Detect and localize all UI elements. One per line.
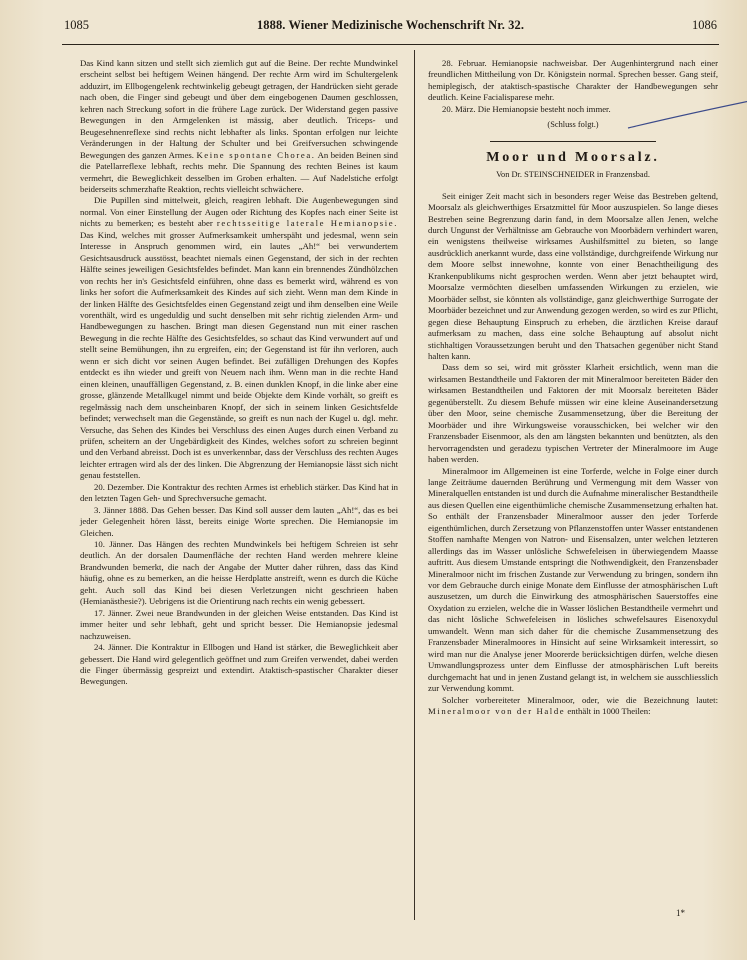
article-separator bbox=[490, 141, 656, 142]
case-entry: 20. Dezember. Die Kontraktur des rechten Armes ist erheblich stärker. Das Kind hat in den letzten Tagen Geh- und Sprechversuche gemacht. bbox=[80, 481, 398, 504]
article-paragraph: Mineralmoor im Allgemeinen ist eine Torferde, welche in Folge einer durch lange Zeiträume dauernden Berührung und Vermengung mit dem Wasser von Mineralquellen entstanden ist und durch die Aufnahme mineralischer Bestandtheile aus diesen Quellen eine eigenthümliche chemische Zusammensetzung erhalten hat. So enthält der Franzensbader Mineralmoor ausser den jeder Torferde eigenthümlichen, durch Zersetzung von Pflanzenstoffen unter Wasser entstandenen Stoffen namhafte Mengen von Natron- und Eisensalzen, unter welchen letzteren allerdings das im Wasser unlösliche Schwefeleisen in überwiegendem Maasse auftritt. Aus diesem Umstande entspringt die Nothwendigkeit, den Franzensbader Mineralmoor nicht im frischen Zustande zur Verwendung zu bringen, sondern ihn vor dem Gebrauche durch einige Monate dem Einflusse der atmosphärischen Luft auszusetzen, um durch die Einwirkung des atmosphärischen Sauerstoffes eine Oxydation zu erzielen, welche die in Wasser löslichen Bestandtheile vermehrt und das nicht lösliche Schwefeleisen in lösliches schwefelsaures Eisenoxydul umwandelt. Wenn man sich daher für die chemische Zusammensetzung des Franzensbader Mineralmoores in Hinsicht auf seine Wirksamkeit interessirt, so wird man nur die Analyse jener Moorerde berücksichtigen dürfen, welche diesen Umwandlungsprozess unter dem Einflusse der atmosphärischen Luft bereits durchgemacht hat und in jenen Zustand gelangt ist, in welchem sie ausschliesslich zur Verwendung kommt. bbox=[428, 465, 718, 694]
article-paragraph: Dass dem so sei, wird mit grösster Klarheit ersichtlich, wenn man die wirksamen Bestandtheile und Faktoren der mit Mineralmoor bereiteten Bäder den wirksamen Bestandtheilen und Faktoren der mit Moorsalz bereiteten Bäder gegenüberstellt. Zu diesem Behufe müssen wir eine kleine Auseinandersetzung über den Moor, seine chemische Zusammensetzung, über die Bereitung der Moorbäder und ihre Wirkungsweise vorausschicken, bei welcher wir den Franzensbader Eisenmoor, als den am längsten bekannten und benützten, als den hervorragendsten und geradezu typischen Vertreter der Mineralmoore im Auge haben werden. bbox=[428, 362, 718, 465]
article-title: Moor und Moorsalz. bbox=[486, 149, 660, 165]
article-text: enthält in 1000 Theilen: bbox=[567, 706, 651, 717]
page-number-left: 1085 bbox=[64, 18, 89, 32]
left-column bbox=[80, 58, 398, 688]
spaced-emphasis: rechtsseitige laterale Hemianopsie. bbox=[216, 218, 398, 229]
article-paragraph bbox=[428, 695, 718, 718]
ink-stroke-mark bbox=[626, 96, 747, 130]
case-text: Das Kind, welches mit grosser Aufmerksamkeit umherspäht und jedesmal, wenn sein Interesse in Anspruch genommen wird, ein lautes „Ah!“ bei verwundertem Gesichtsausdruck ausstösst, beachtet niemals einen Gegenstand, der sich in der rechten Hälfte seines jeweiligen Gesichtsfeldes befindet. Man kann ein brennendes Zündhölzchen von rechts her in's Gesichtsfeld einführen, ohne dass es bemerkt wird, während es von links her sofort die Aufmerksamkeit des Kindes auf sich zieht. Wenn man dem Kinde in der linken Hälfte des Gesichtsfeldes einen Gegenstand zeigt und ihm denselben eine Weile vorenthält, wird es ungeduldig und sucht denselben mit sehr richtig zielenden Arm- und Handbewegungen zu haschen. Bringt man diesen Gegenstand nun mit einer raschen Bewegung in die rechte Hälfte des Gesichtsfeldes, so schaut das Kind verwundert auf und stellt seine Bemühungen, ihn zu ergreifen, ein; der Gegenstand ist für ihn verloren, auch wenn er sich dicht vor seinen Augen befindet. Bei zufälligen Drehungen des Kopfes entdeckt es ihn wieder und greift von Neuem nach ihm. Wenn man in die rechte Hand einen kleinen, unauffälligen Gegenstand, z. B. einen dunklen Knopf, in die linke aber eine grosse, glänzende Metallkugel nimmt und beide Objekte dem Kinde vorhält, so greift es regelmässig nach dem unscheinbaren Knopf, der sich in seinem linken Gesichtsfelde befindet; verwechselt man die Gegenstände, so greift es nun nach der Kugel u. dgl. mehr. Versuche, das Sehen des Kindes bei Verschluss des einen Auges durch einen Verband zu prüfen, scheitern an der Ungebärdigkeit des Kindes, welches sofort zu schreien beginnt und den Verband abreisst. Doch ist es unverkennbar, dass der Verschluss des rechten Auges leichter ertragen wird als der des linken. Die Abgrenzung der Hemianopsie lässt sich nicht genau feststellen. bbox=[80, 229, 398, 481]
spaced-emphasis: Mineralmoor von der Halde bbox=[428, 706, 566, 717]
case-text: Die Pupillen sind mittelweit, gleich, reagiren lebhaft. Die Augenbewegungen sind normal. Von einer Einstellung der Augen oder Richtung des Kopfes nach einer Seite ist nichts zu bemerken; es besteht aber bbox=[80, 195, 398, 229]
case-entry: 10. Jänner. Das Hängen des rechten Mundwinkels bei heftigem Schreien ist sehr deutlich. An der dorsalen Daumenfläche der rechten Hand werden mehrere kleine Brandwunden bemerkt, die nach der Angabe der Mutter daher rühren, dass das Kind häufig, ohne es zu bemerken, an die heisse Herdplatte anstreift, wenn es durch die Küche geht. Auch soll das Kind bei diesen Verletzungen nicht geschrieen haben (Hemianästhesie?). Uebrigens ist die Orientirung nach rechts ein wenig gebessert. bbox=[80, 539, 398, 607]
running-title: 1888. Wiener Medizinische Wochenschrift Nr. 32. bbox=[256, 18, 525, 32]
case-entry: 3. Jänner 1888. Das Gehen besser. Das Kind soll ausser dem lauten „Ah!“, das es bei jeder Gelegenheit hören lässt, bereits einige Worte sprechen. Die Hemianopsie im Gleichen. bbox=[80, 504, 398, 538]
article-author: Von Dr. STEINSCHNEIDER in Franzensbad. bbox=[496, 170, 650, 180]
case-paragraph bbox=[80, 58, 398, 195]
case-entry: 17. Jänner. Zwei neue Brandwunden in der gleichen Weise entstanden. Das Kind ist immer heiter und sehr lebhaft, geht und spricht besser. Die Hemianopsie jedesmal nachzuweisen. bbox=[80, 607, 398, 641]
article-paragraph: Seit einiger Zeit macht sich in besonders reger Weise das Bestreben geltend, Moorsalz als gleichwerthiges Ersatzmittel für Moor auszuspielen. So lange dieses Bestreben seine Begrenzung darin fand, in dem Moorsalze allen Jenen, welche durch Ungunst der Verhältnisse am Gebrauche von Moorbädern verhindert waren, ein wenigstens theilweise wirksames Aushilfsmittel zu bieten, so lange ausdrücklich anerkannt wurde, dass eine vollständige, durchgreifende Wirkung nur dem Moore selbst innewohne, konnte von einer Benachtheiligung des Krankenpublikums nicht gesprochen werden. Wenn aber jetzt behauptet wird, Moorsalze vermöchten dieselben umfassenden Wirkungen zu erzielen, wie Moorbäder selbst, sie könnten als vollständige, ganz gleichwerthige Surrogate der Moorbäder bezeichnet und zur Anwendung gezogen werden, so wird es zur Pflicht, gegen diese Behauptung Einspruch zu erheben, die ärztlichen Kreise darauf aufmerksam zu machen, dass eine solche Behauptung auf absolut nicht stichhaltigen Voraussetzungen beruht und den Thatsachen gegenüber nicht Stand halten kann. bbox=[428, 190, 718, 361]
case-text: Das Kind kann sitzen und stellt sich ziemlich gut auf die Beine. Der rechte Mundwinkel erscheint selbst bei heftigem Weinen hängend. Der rechte Arm wird im Schultergelenk adduzirt, im Ellbogengelenk rechtwinkelig gebeugt getragen, der Handrücken sieht gerade nach oben, die Finger sind gebeugt und über dem eingebogenen Daumen geschlossen, kehren nach Streckung sofort in die frühere Lage zurück. Der Widerstand gegen passive Bewegungen in den Armgelenken ist mässig, aber deutlich. Triceps- und Beugesehnenreflexe sind rechts nicht lebhafter als links. Spontan erfolgen nur leichte Veränderungen in der Haltung der Schulter und bei Greifversuchen schwingende Bewegungen des ganzen Armes. bbox=[80, 58, 398, 160]
to-be-continued: (Schluss folgt.) bbox=[547, 120, 599, 130]
column-divider bbox=[414, 50, 415, 920]
right-column bbox=[428, 58, 718, 717]
sheet-signature: 1* bbox=[676, 908, 685, 918]
page-number-right: 1086 bbox=[691, 18, 717, 32]
spaced-emphasis: Keine spontane Chorea. bbox=[196, 149, 316, 160]
article-text: Solcher vorbereiteter Mineralmoor, oder, wie die Bezeichnung lautet: bbox=[442, 694, 718, 705]
case-entry: 24. Jänner. Die Kontraktur in Ellbogen und Hand ist stärker, die Beweglichkeit aber gebessert. Die Hand wird gelegentlich geöffnet und zum Greifen verwendet, dabei werden die Finger übermässig gespreizt und extendirt. Ataktisch-spastischer Charakter dieser Bewegungen. bbox=[80, 642, 398, 687]
case-paragraph bbox=[80, 195, 398, 481]
case-text: An beiden Beinen sind die Patellarreflexe lebhaft, rechts mehr. Die Spannung des rechten Beines ist kaum vermehrt, die Beweglichkeit desselben im Groben erhalten. — Auf Nadelstiche erfolgt beiderseits schmerzhafte Reaktion, rechts vielleicht schwächere. bbox=[80, 149, 398, 194]
case-entry: 28. Februar. Hemianopsie nachweisbar. Der Augenhintergrund nach einer freundlichen Mittheilung von Dr. Königstein normal. Sprechen besser. Gang steif, hemiplegisch, der ataktisch-spastische Charakter der Handbewegungen sehr deutlich. Keine Facialisparese mehr. bbox=[428, 58, 718, 103]
case-entry: 20. März. Die Hemianopsie besteht noch immer. bbox=[442, 103, 611, 114]
header-rule bbox=[62, 44, 719, 45]
